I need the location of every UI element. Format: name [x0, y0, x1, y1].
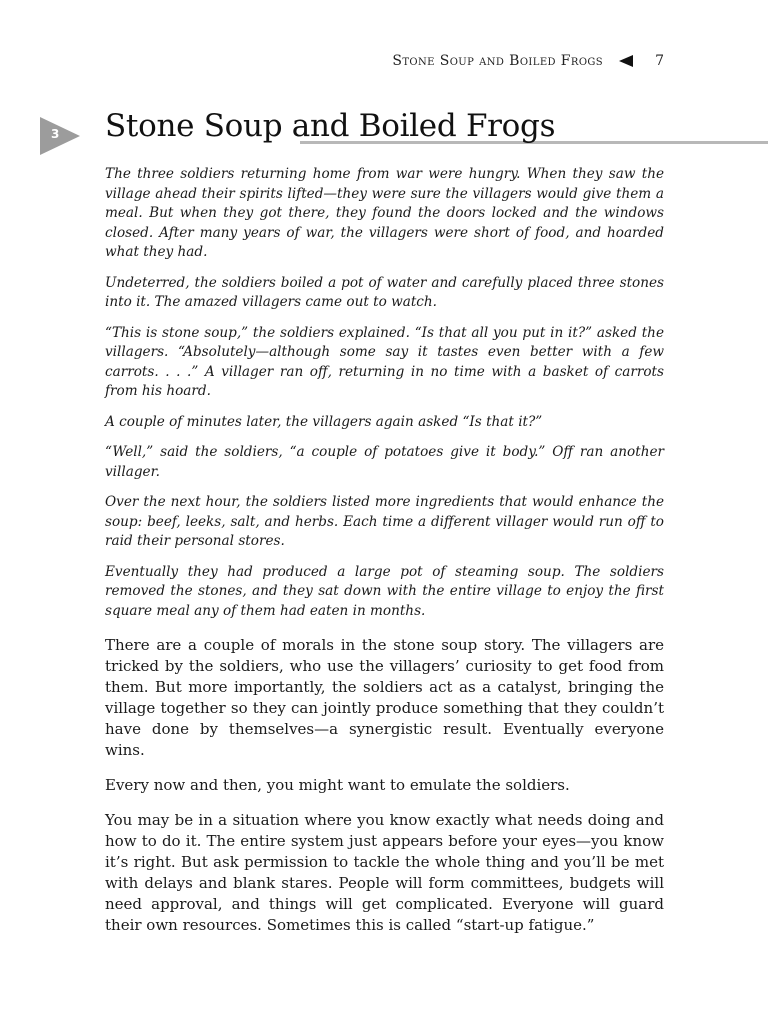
story-paragraph: Undeterred, the soldiers boiled a pot of water and carefully placed three stones into it. The amazed villagers came out to watch.	[105, 274, 664, 310]
page-number: 7	[655, 53, 664, 69]
story-paragraph: Eventually they had produced a large pot of steaming soup. The soldiers removed the stones, and they sat down with the entire village to enjoy the first square meal any of them had eaten in months.	[105, 563, 664, 619]
left-arrow-icon	[619, 55, 633, 67]
chapter-tab-arrow-icon	[40, 117, 80, 155]
running-title: Stone Soup and Boiled Frogs	[392, 53, 604, 69]
chapter-number: 3	[51, 127, 60, 141]
story-paragraph: Over the next hour, the soldiers listed more ingredients that would enhance the soup: beef, leeks, salt, and herbs. Each time a different villager would run off to raid their personal stores.	[105, 494, 664, 549]
page-content	[105, 165, 664, 950]
running-header	[392, 53, 664, 69]
body-paragraph: There are a couple of morals in the stone soup story. The villagers are tricked by the soldiers, who use the villagers’ curiosity to get food from them. But more importantly, the soldiers act as a catalyst, bringing the village together so they can jointly produce something that they couldn’t have done by themselves—a synergistic result. Eventually everyone wins.	[105, 636, 664, 759]
story-block	[105, 165, 664, 621]
story-paragraph: “Well,” said the soldiers, “a couple of potatoes give it body.” Off ran another villager.	[105, 444, 664, 480]
story-paragraph: A couple of minutes later, the villagers again asked “Is that it?”	[105, 413, 543, 430]
body-paragraph: You may be in a situation where you know exactly what needs doing and how to do it. The entire system just appears before your eyes—you know it’s right. But ask permission to tackle the whole thing and you’ll be met with delays and blank stares. People will form committees, budgets will need approval, and things will get complicated. Everyone will guard their own resources. Sometimes this is called “start-up fatigue.”	[105, 811, 664, 934]
chapter-title: Stone Soup and Boiled Frogs	[105, 108, 556, 144]
story-paragraph: The three soldiers returning home from war were hungry. When they saw the village ahead their spirits lifted—they were sure the villagers would give them a meal. But when they got there, they found the doors locked and the windows closed. After many years of war, the villagers were short of food, and hoarded what they had.	[105, 166, 664, 260]
body-text	[105, 635, 664, 936]
story-paragraph: “This is stone soup,” the soldiers explained. “Is that all you put in it?” asked the villagers. “Absolutely—although some say it tastes even better with a few carrots. . . .” A villager ran off, returning in no time with a basket of carrots from his hoard.	[105, 324, 664, 399]
body-paragraph: Every now and then, you might want to emulate the soldiers.	[105, 776, 570, 794]
